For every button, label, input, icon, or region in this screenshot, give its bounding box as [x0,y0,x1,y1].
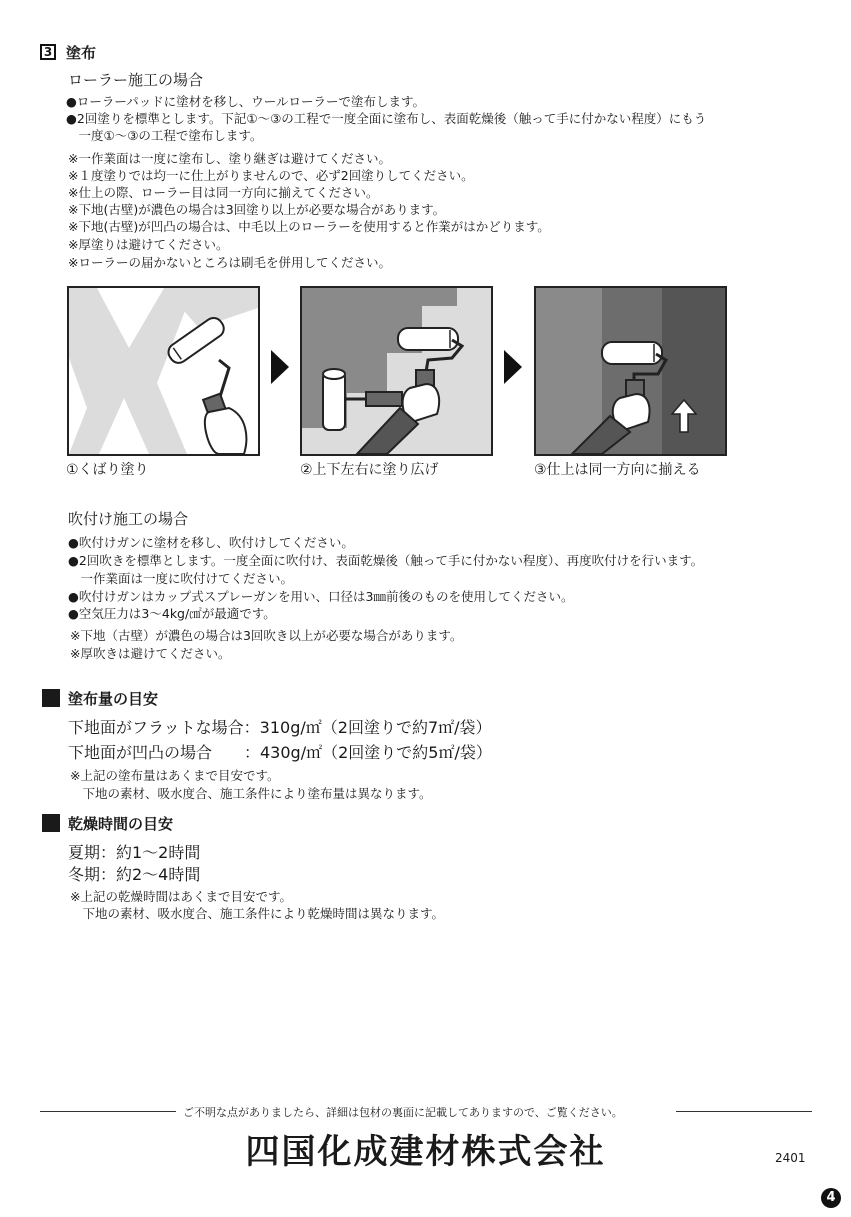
roller-bullet-2: ●2回塗りを標準とします。下記①～③の工程で一度全面に塗布し、表面乾燥後（触って手に付かない程度）にもう [66,111,707,126]
roller-note-6: ※厚塗りは避けてください。 [68,237,229,252]
roller-finish-illustration [536,288,725,454]
roller-note-5: ※下地(古壁)が凹凸の場合は、中毛以上のローラーを使用すると作業がはかどります。 [68,219,550,234]
coverage-row-flat: 下地面がフラットな場合：310g/㎡（2回塗りで約7㎡/袋） [68,718,492,737]
spray-bullet-3: 一作業面は一度に吹付けてください。 [68,571,294,586]
footer-notice: ご不明な点がありましたら、詳細は包材の裏面に記載してありますので、ご覧ください。 [183,1106,623,1119]
drying-title: 乾燥時間の目安 [68,815,174,833]
step3-panel [534,286,727,456]
roller-note-4: ※下地(古壁)が濃色の場合は3回塗り以上が必要な場合があります。 [68,202,446,217]
footer-rule-right [676,1111,812,1112]
spray-note-1: ※下地（古壁）が濃色の場合は3回吹き以上が必要な場合があります。 [70,628,463,643]
coverage-note-1: ※上記の塗布量はあくまで目安です。 [70,768,280,783]
roller-note-2: ※１度塗りでは均一に仕上がりませんので、必ず2回塗りしてください。 [68,168,474,183]
arrow-right-icon-2 [504,350,522,384]
arrow-right-icon-1 [271,350,289,384]
coverage-row-uneven: 下地面が凹凸の場合 ：430g/㎡（2回塗りで約5㎡/袋） [68,743,492,762]
roller-spread-illustration [302,288,491,454]
spray-bullet-1: ●吹付けガンに塗材を移し、吹付けしてください。 [68,535,354,550]
roller-note-3: ※仕上の際、ローラー目は同一方向に揃えてください。 [68,185,379,200]
step2-panel [300,286,493,456]
step1-caption: ①くばり塗り [66,462,149,478]
roller-note-1: ※一作業面は一度に塗布し、塗り継ぎは避けてください。 [68,151,391,166]
section-number-badge: 3 [40,44,56,60]
company-name: 四国化成建材株式会社 [245,1132,606,1172]
coverage-title: 塗布量の目安 [68,690,159,708]
drying-row-summer: 夏期：約1～2時間 [68,843,201,862]
drying-note-2: 下地の素材、吸水度合、施工条件により乾燥時間は異なります。 [70,906,445,921]
step1-panel [67,286,260,456]
coverage-note-2: 下地の素材、吸水度合、施工条件により塗布量は異なります。 [70,786,432,801]
page-number-badge: 4 [821,1188,841,1208]
roller-bullet-1: ●ローラーパッドに塗材を移し、ウールローラーで塗布します。 [66,94,426,109]
roller-bullet-3: 一度①～③の工程で塗布します。 [66,128,263,143]
drying-note-1: ※上記の乾燥時間はあくまで目安です。 [70,889,292,904]
section-title: 塗布 [66,44,97,62]
roller-note-7: ※ローラーの届かないところは刷毛を併用してください。 [68,255,391,270]
drying-row-winter: 冬期：約2～4時間 [68,865,201,884]
spray-note-2: ※厚吹きは避けてください。 [70,646,231,661]
step2-caption: ②上下左右に塗り広げ [300,462,439,478]
document-code: 2401 [775,1151,806,1165]
footer-rule-left [40,1111,176,1112]
spray-bullet-5: ●空気圧力は3～4kg/㎠が最適です。 [68,606,276,621]
spray-bullet-2: ●2回吹きを標準とします。一度全面に吹付け、表面乾燥後（触って手に付かない程度）、再度吹付けを行います。 [68,553,704,568]
spray-heading: 吹付け施工の場合 [68,510,189,528]
roller-heading: ローラー施工の場合 [68,71,204,89]
drying-square-marker [42,814,60,832]
step3-caption: ③仕上は同一方向に揃える [534,462,701,478]
spray-bullet-4: ●吹付けガンはカップ式スプレーガンを用い、口径は3㎜前後のものを使用してください。 [68,589,574,604]
roller-hand-illustration-1 [69,288,258,454]
coverage-square-marker [42,689,60,707]
